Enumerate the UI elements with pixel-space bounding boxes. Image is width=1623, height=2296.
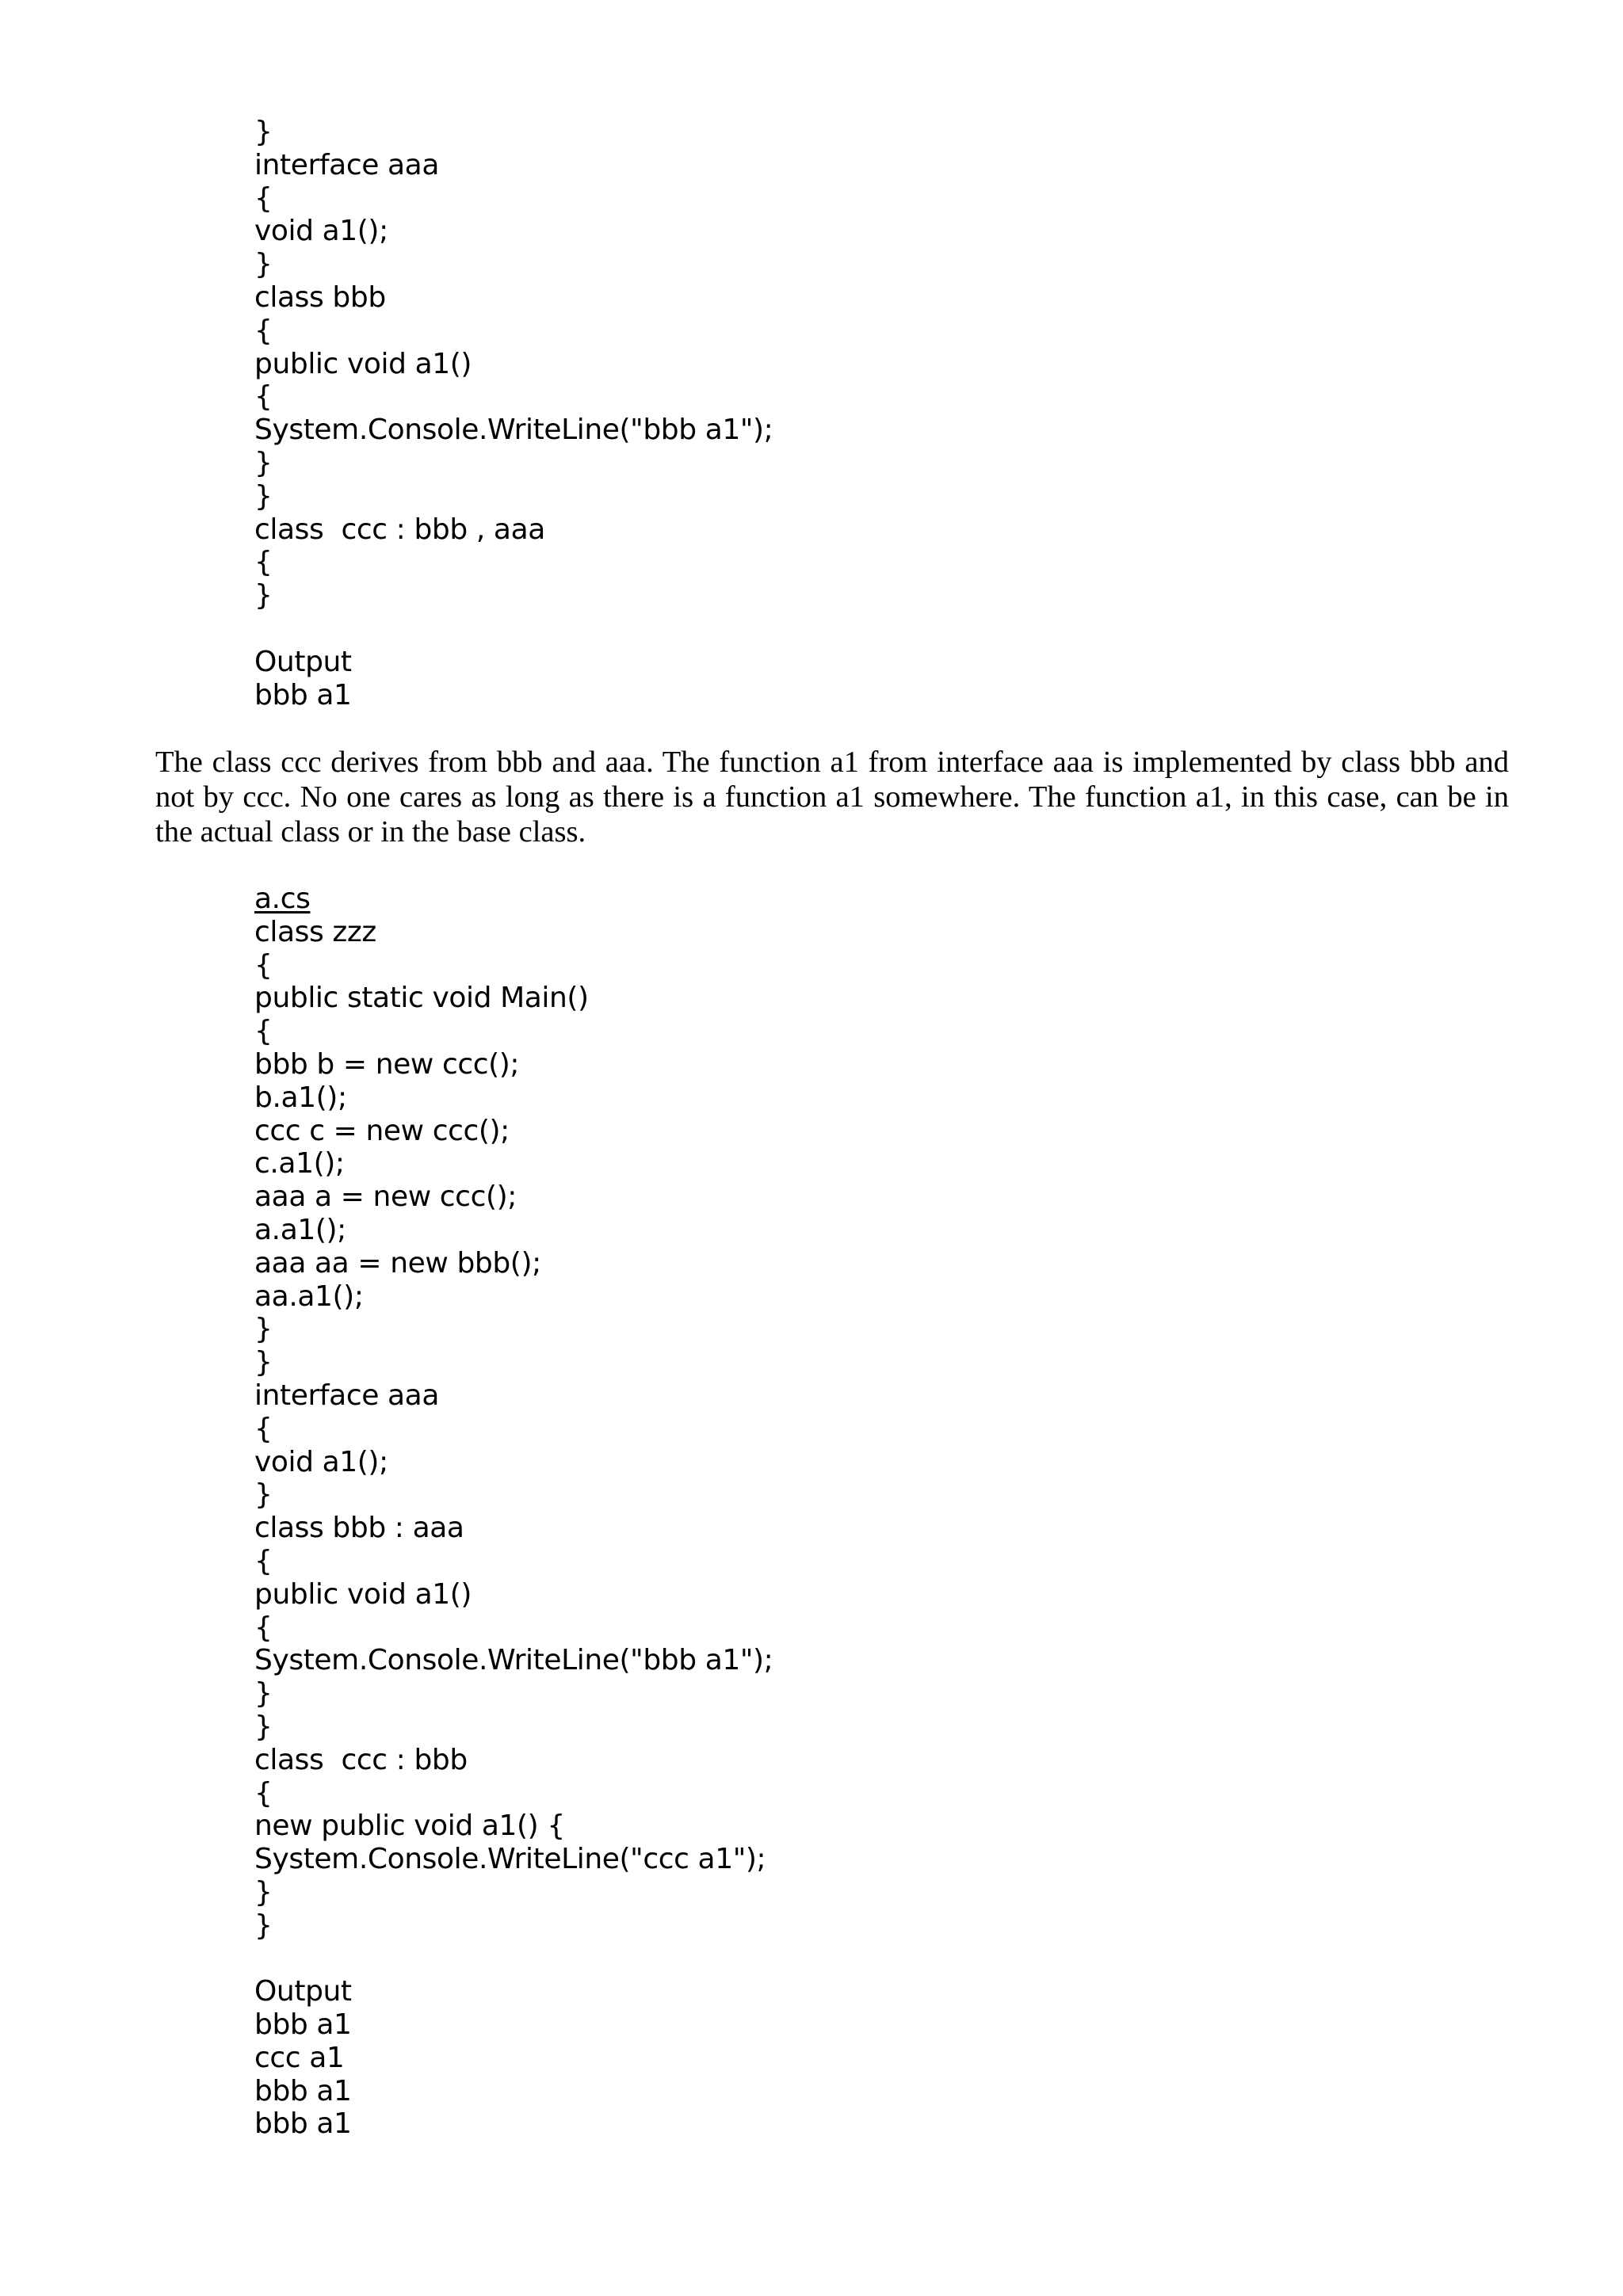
code-line: }	[254, 1478, 273, 1512]
code-line: }	[254, 1909, 273, 1942]
code-line: void a1();	[254, 1445, 388, 1478]
output-line: bbb a1	[254, 2107, 352, 2141]
blank-line	[254, 1943, 773, 1976]
code-line: interface aaa	[254, 1379, 439, 1412]
code-line: void a1();	[254, 215, 388, 248]
code-line: public void a1()	[254, 1577, 472, 1611]
code-line: }	[254, 479, 273, 513]
code-line: class ccc : bbb	[254, 1743, 468, 1776]
code-line: {	[254, 314, 273, 347]
output-line: bbb a1	[254, 2074, 352, 2107]
code-line: aa.a1();	[254, 1280, 364, 1313]
code-line: aaa aa = new bbb();	[254, 1246, 541, 1280]
output-heading: Output	[254, 645, 352, 678]
code-line: {	[254, 1412, 273, 1445]
code-block-ccc-derives	[254, 116, 773, 711]
code-line: aaa a = new ccc();	[254, 1180, 517, 1214]
code-line: }	[254, 579, 273, 612]
code-line: {	[254, 948, 273, 982]
code-line: {	[254, 380, 273, 414]
output-heading: Output	[254, 1975, 352, 2008]
code-line: }	[254, 1313, 273, 1346]
code-line: System.Console.WriteLine("ccc a1");	[254, 1843, 766, 1876]
code-line: public static void Main()	[254, 982, 589, 1015]
code-line: {	[254, 1611, 273, 1644]
code-line: class bbb	[254, 280, 386, 314]
code-line: a.a1();	[254, 1213, 346, 1246]
code-line: class zzz	[254, 915, 376, 948]
code-line: {	[254, 546, 273, 579]
code-line: class ccc : bbb , aaa	[254, 513, 545, 546]
code-line: c.a1();	[254, 1147, 345, 1180]
code-line: }	[254, 116, 273, 148]
explanation-paragraph: The class ccc derives from bbb and aaa. The function a1 from interface aaa is implemented by class bbb and not by ccc. No one cares as long as there is a function a1 somewhere. The function a1, in this case, can be in the actual class or in the base class.	[155, 746, 1509, 849]
code-line: }	[254, 446, 273, 479]
code-line: {	[254, 1544, 273, 1577]
file-name: a.cs	[254, 883, 311, 915]
code-line: }	[254, 1677, 273, 1711]
code-line: ccc c = new ccc();	[254, 1114, 510, 1147]
code-line: public void a1()	[254, 347, 472, 380]
output-line: ccc a1	[254, 2041, 345, 2074]
code-line: {	[254, 1776, 273, 1810]
code-line: interface aaa	[254, 148, 439, 181]
code-line: }	[254, 1346, 273, 1379]
code-line: System.Console.WriteLine("bbb a1");	[254, 1644, 773, 1677]
code-line: {	[254, 1015, 273, 1048]
code-line: }	[254, 248, 273, 281]
code-line: }	[254, 1710, 273, 1743]
code-block-a-cs	[254, 883, 773, 2141]
output-line: bbb a1	[254, 2008, 352, 2042]
output-line: bbb a1	[254, 678, 352, 711]
blank-line	[254, 612, 773, 646]
code-line: bbb b = new ccc();	[254, 1047, 520, 1081]
code-line: class bbb : aaa	[254, 1512, 464, 1545]
code-line: }	[254, 1875, 273, 1909]
code-line: new public void a1() {	[254, 1810, 565, 1843]
code-line: b.a1();	[254, 1081, 347, 1114]
code-line: System.Console.WriteLine("bbb a1");	[254, 414, 773, 447]
code-line: {	[254, 181, 273, 215]
